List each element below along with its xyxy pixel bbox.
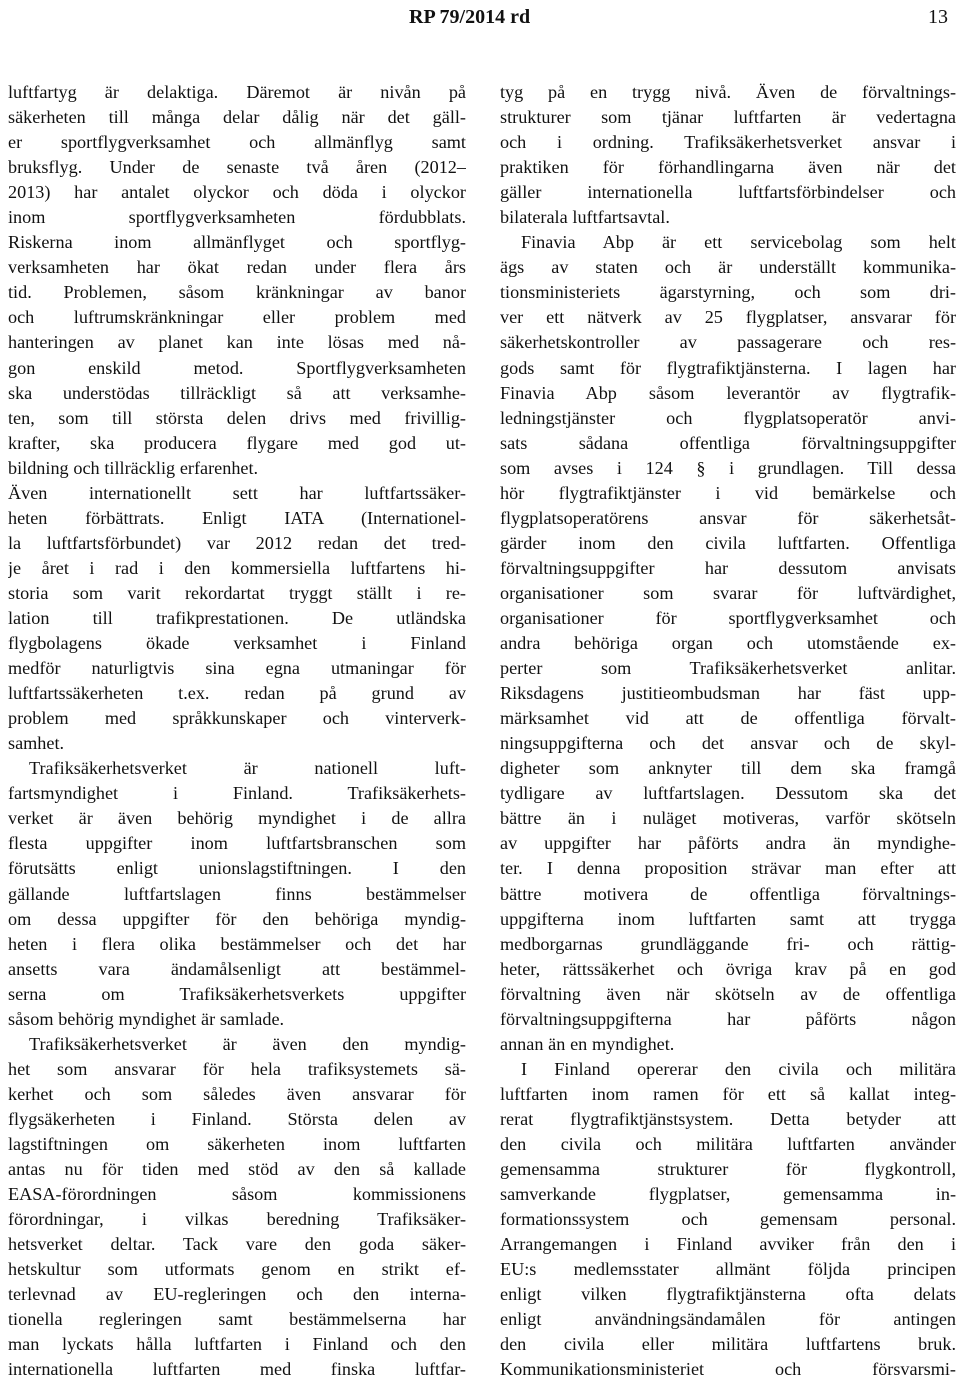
text-line: organisationer för sportflygverksamhet och (500, 607, 956, 628)
text-line: bättre än i nuläget motiveras, varför skötseln (500, 808, 956, 829)
text-line: krafter, ska producera flygare med god ut- (8, 432, 466, 453)
text-line: den civila och militära luftfarten använder (500, 1133, 956, 1154)
text-line: hanteringen av planet kan inte lösas med nå- (8, 332, 466, 353)
text-line: andra behöriga organ och utomstående ex- (500, 633, 956, 654)
text-line: enligt användningsändamålen för antingen (500, 1309, 956, 1330)
text-line: het som ansvarar för hela trafiksystemets sä- (8, 1058, 466, 1079)
text-line: gemensamma strukturer för flygkontroll, (500, 1159, 956, 1180)
text-line: formationssystem och gemensam personal. (500, 1209, 956, 1230)
text-line: heter, rättssäkerhet och övriga krav på en god (500, 958, 956, 979)
right-text-column (500, 80, 956, 1382)
text-line: internationella luftfarten med finska luftfar- (8, 1359, 466, 1380)
text-line: samhet. (8, 733, 65, 754)
text-line: samverkande flygplatser, gemensamma in- (500, 1184, 956, 1205)
text-line: Arrangemangen i Finland avviker från den i (500, 1234, 956, 1255)
text-line: Trafiksäkerhetsverket är även den myndig- (29, 1033, 466, 1054)
text-line: ska understödas tillräckligt så att verksamhe- (8, 382, 466, 403)
text-line: heten i flera olika bestämmelser och det har (8, 933, 466, 954)
text-line: verksamheten har ökat redan under flera års (8, 257, 466, 278)
text-line: Finavia Abp såsom leverantör av flygtrafik- (500, 382, 956, 403)
text-line: er sportflygverksamhet och allmänflyg samt (8, 132, 466, 153)
text-line: säkerhetskontroller av passagerare och res- (500, 332, 956, 353)
text-line: annan än en myndighet. (500, 1033, 675, 1054)
text-line: hetskultur som utformats genom en strikt ef- (8, 1259, 466, 1280)
text-line: om dessa uppgifter för den behöriga myndig- (8, 908, 466, 929)
text-line: ledningstjänster och flygplatsoperatör anvi- (500, 407, 956, 428)
page-number: 13 (928, 6, 948, 28)
text-line: ter. I denna proposition strävar man efter att (500, 858, 956, 879)
text-line: märksamhet vid att de offentliga förvalt- (500, 708, 956, 729)
text-line: perter som Trafiksäkerhetsverket anlitar. (500, 658, 956, 679)
text-line: bilaterala luftfartsavtal. (500, 207, 670, 228)
text-line: bättre motivera de offentliga förvaltnings- (500, 883, 956, 904)
text-line: flygplatsoperatörens ansvar för säkerhetsåt- (500, 507, 956, 528)
text-line: sats sådana offentliga förvaltningsuppgifter (500, 432, 956, 453)
text-line: Riskerna inom allmänflyget och sportflyg- (8, 232, 466, 253)
text-line: praktiken för förhandlingarna även när det (500, 157, 956, 178)
document-id: RP 79/2014 rd (409, 6, 531, 28)
text-line: den civila eller militära luftfartens bruk. (500, 1334, 956, 1355)
text-line: je året i rad i den kommersiella luftfartens hi- (8, 557, 466, 578)
text-line: ver ett nätverk av 25 flygplatser, ansvarar för (500, 307, 956, 328)
text-line: medför naturligtvis sina egna utmaningar för (8, 658, 466, 679)
text-line: av uppgifter har påförts andra än myndighe- (500, 833, 956, 854)
text-line: rerat flygtrafiktjänstsystem. Detta betyder att (500, 1108, 956, 1129)
text-line: la luftfartsförbundet) var 2012 redan det tred- (8, 532, 466, 553)
text-line: lation till trafikprestationen. De utländska (8, 607, 466, 628)
text-line: kerhet och som således även ansvarar för (8, 1083, 466, 1104)
text-line: förordningar, i vilkas beredning Trafiksäker- (8, 1209, 466, 1230)
text-line: hetsverket deltar. Tack vare den goda säker- (8, 1234, 466, 1255)
text-line: och luftrumskränkningar eller problem med (8, 307, 466, 328)
text-line: och i ordning. Trafiksäkerhetsverket ansvar i (500, 132, 956, 153)
text-line: I Finland opererar den civila och militära (521, 1058, 956, 1079)
text-line: förutsätts enligt unionslagstiftningen. I den (8, 858, 466, 879)
left-text-column (8, 80, 466, 1382)
text-line: heten förbättrats. Enligt IATA (Internationel- (8, 507, 466, 528)
text-line: säkerheten till många delar dålig när det gäll- (8, 107, 466, 128)
text-line: bildning och tillräcklig erfarenhet. (8, 457, 259, 478)
text-line: terlevnad av EU-regleringen och den interna- (8, 1284, 466, 1305)
text-line: problem med språkkunskaper och vinterverk- (8, 708, 466, 729)
text-line: Kommunikationsministeriet och försvarsmi- (500, 1359, 956, 1380)
text-line: bruksflyg. Under de senaste två åren (2012– (8, 157, 466, 178)
text-line: som avses i 124 § i grundlagen. Till dessa (500, 457, 956, 478)
text-line: flygsäkerheten i Finland. Största delen av (8, 1108, 466, 1129)
text-line: verket är även behörig myndighet i de allra (8, 808, 466, 829)
text-line: Finavia Abp är ett servicebolag som helt (521, 232, 956, 253)
text-line: tionsministeriets ägarstyrning, och som dri- (500, 282, 956, 303)
text-line: ten, som till största delen drivs med frivillig- (8, 407, 466, 428)
text-line: gärder inom den civila luftfarten. Offentliga (500, 532, 956, 553)
text-line: förvaltningsuppgifter har dessutom anvisats (500, 557, 956, 578)
text-line: luftfartssäkerheten t.ex. redan på grund av (8, 683, 466, 704)
text-line: storia som varit rekordartat tryggt ställt i re- (8, 582, 466, 603)
text-line: Riksdagens justitieombudsman har fäst upp- (500, 683, 956, 704)
text-line: organisationer som svarar för luftvärdighet, (500, 582, 956, 603)
text-line: gon enskild metod. Sportflygverksamheten (8, 357, 466, 378)
text-line: strukturer som tjänar luftfarten är vedertagna (500, 107, 956, 128)
text-line: serna om Trafiksäkerhetsverkets uppgifter (8, 983, 466, 1004)
text-line: EU:s medlemsstater allmänt följda principen (500, 1259, 956, 1280)
text-line: Trafiksäkerhetsverket är nationell luft- (29, 758, 466, 779)
text-line: tyg på en trygg nivå. Även de förvaltnings- (500, 82, 956, 102)
text-line: gäller internationella luftfartsförbindelser och (500, 182, 956, 203)
text-line: gällande luftfartslagen finns bestämmelser (8, 883, 466, 904)
text-line: gods samt för flygtrafiktjänsterna. I lagen har (500, 357, 956, 378)
text-line: flesta uppgifter inom luftfartsbranschen som (8, 833, 466, 854)
text-line: ägs av staten och är underställt kommunika- (500, 257, 956, 278)
text-line: uppgifterna inom luftfarten samt att trygga (500, 908, 956, 929)
text-line: man lyckats hålla luftfarten i Finland och den (8, 1334, 466, 1355)
text-line: EASA-förordningen såsom kommissionens (8, 1184, 466, 1205)
page-header (0, 4, 960, 34)
text-line: enligt vilken flygtrafiktjänsterna ofta delats (500, 1284, 956, 1305)
text-line: tid. Problemen, såsom kränkningar av banor (8, 282, 466, 303)
text-line: förvaltning även när skötseln av de offentliga (500, 983, 956, 1004)
text-line: tionella regleringen samt bestämmelserna har (8, 1309, 466, 1330)
text-line: medborgarnas grundläggande fri- och rättig- (500, 933, 956, 954)
text-line: antas nu för tiden med stöd av den så kallade (8, 1159, 466, 1180)
text-line: Även internationellt sett har luftfartssäker- (8, 482, 466, 503)
text-line: luftfarten inom ramen för ett så kallat integ- (500, 1083, 956, 1104)
text-line: 2013) har antalet olyckor och döda i olyckor (8, 182, 466, 203)
text-line: tydligare av luftfartslagen. Dessutom ska det (500, 783, 956, 804)
text-line: inom sportflygverksamheten fördubblats. (8, 207, 466, 228)
text-line: fartsmyndighet i Finland. Trafiksäkerhets- (8, 783, 466, 804)
text-line: luftfartyg är delaktiga. Däremot är nivån på (8, 82, 466, 102)
text-line: hör flygtrafiktjänster i vid bemärkelse och (500, 482, 956, 503)
text-line: digheter som anknyter till dem ska framgå (500, 758, 956, 779)
text-line: såsom behörig myndighet är samlade. (8, 1008, 285, 1029)
text-line: ansetts vara ändamålsenligt att bestämmel- (8, 958, 466, 979)
text-line: förvaltningsuppgifterna har påförts någon (500, 1008, 956, 1029)
text-line: flygbolagens ökade verksamhet i Finland (8, 633, 466, 654)
text-line: ningsuppgifterna och det ansvar och de skyl- (500, 733, 956, 754)
text-line: lagstiftningen om säkerheten inom luftfarten (8, 1133, 466, 1154)
